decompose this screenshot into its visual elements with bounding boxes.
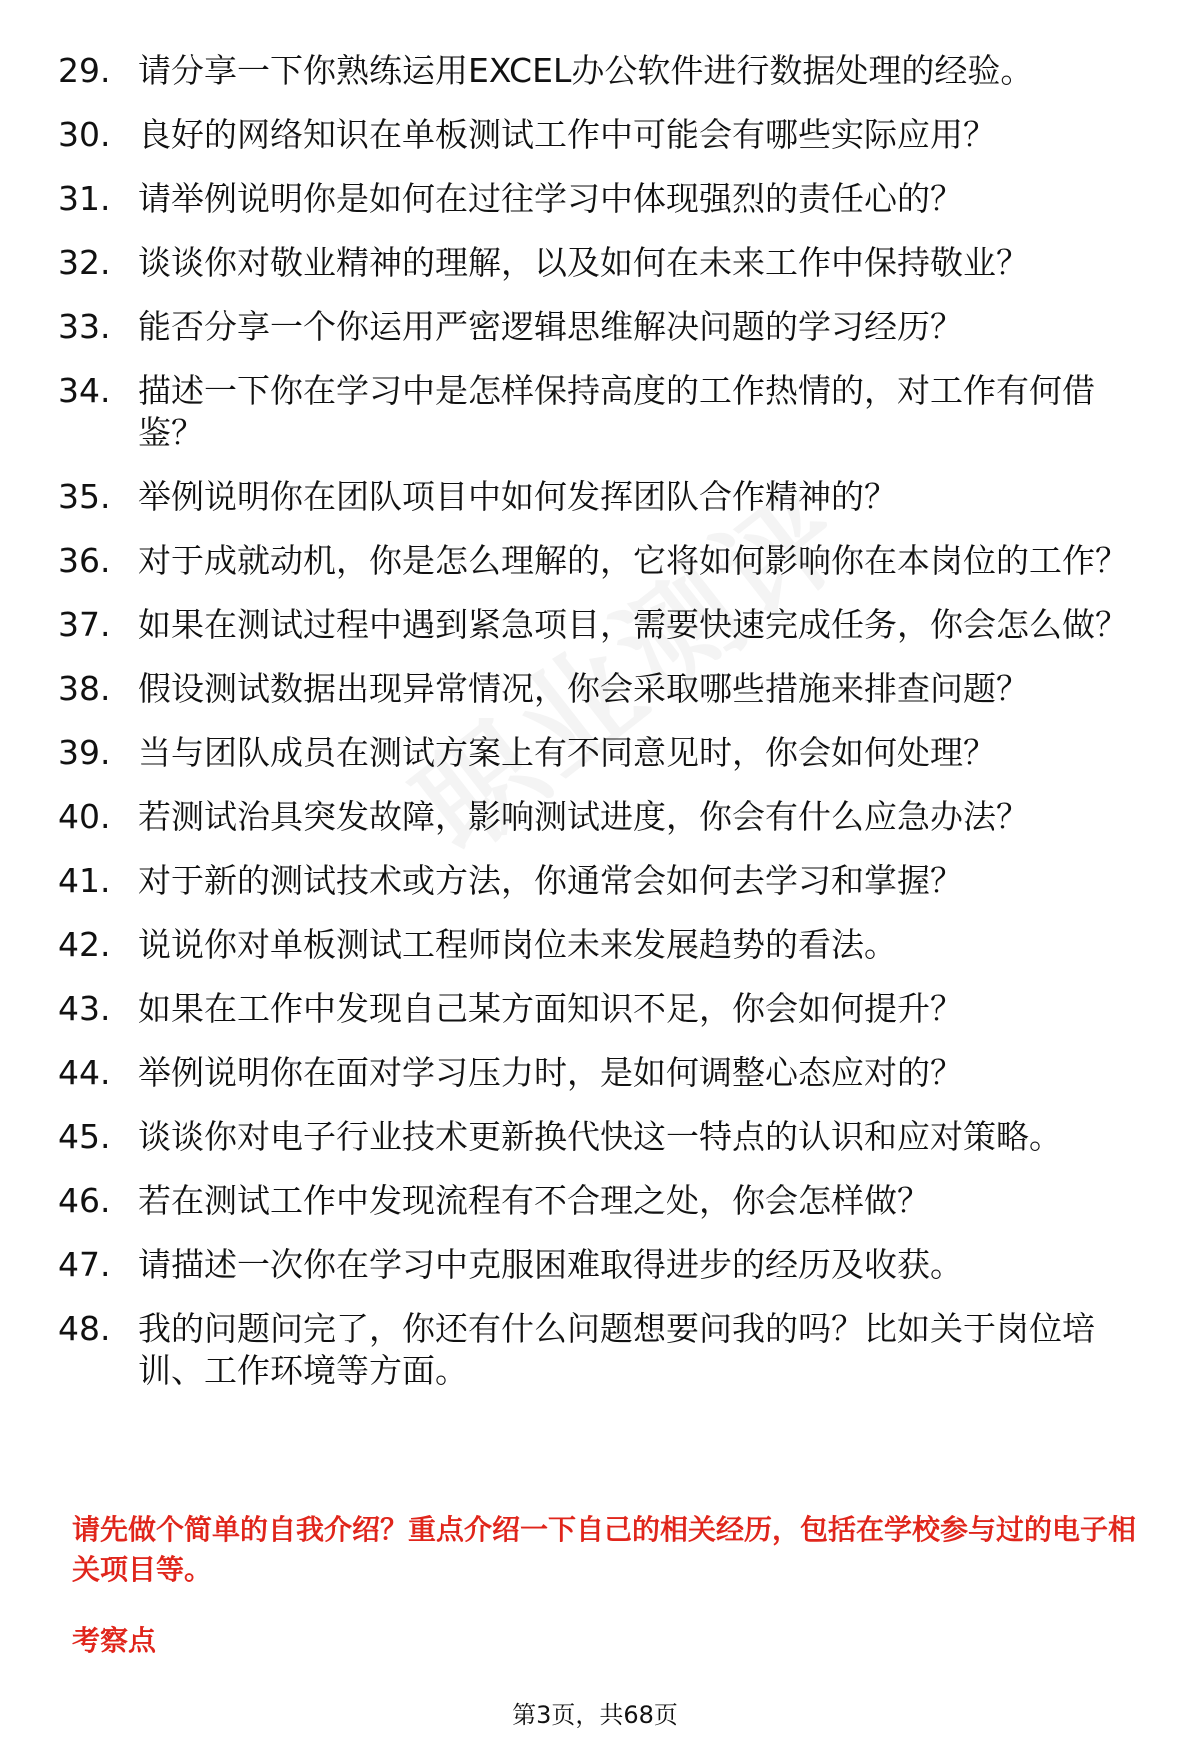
question-text: 当与团队成员在测试方案上有不同意见时，你会如何处理？ — [138, 733, 996, 772]
question-item — [58, 306, 1158, 348]
question-item — [58, 370, 1158, 454]
question-text: 请分享一下你熟练运用EXCEL办公软件进行数据处理的经验。 — [138, 51, 1034, 90]
question-text: 若在测试工作中发现流程有不合理之处，你会怎样做？ — [138, 1181, 930, 1220]
question-text: 良好的网络知识在单板测试工作中可能会有哪些实际应用？ — [138, 115, 996, 154]
highlighted-question: 请先做个简单的自我介绍？重点介绍一下自己的相关经历，包括在学校参与过的电子相关项目等。 — [72, 1513, 1137, 1586]
question-text: 假设测试数据出现异常情况，你会采取哪些措施来排查问题？ — [138, 669, 1029, 708]
question-number: 47. — [58, 1245, 111, 1284]
question-item — [58, 476, 1158, 518]
question-item — [58, 860, 1158, 902]
question-number: 44. — [58, 1053, 111, 1092]
question-item — [58, 242, 1158, 284]
question-item — [58, 1180, 1158, 1222]
question-text: 描述一下你在学习中是怎样保持高度的工作热情的，对工作有何借鉴？ — [138, 371, 1095, 452]
question-number: 29. — [58, 51, 111, 90]
question-text: 我的问题问完了，你还有什么问题想要问我的吗？比如关于岗位培训、工作环境等方面。 — [138, 1309, 1095, 1390]
question-text: 对于成就动机，你是怎么理解的，它将如何影响你在本岗位的工作？ — [138, 541, 1128, 580]
question-number: 33. — [58, 307, 111, 346]
question-item — [58, 50, 1158, 92]
question-number: 35. — [58, 477, 111, 516]
question-number: 30. — [58, 115, 111, 154]
question-number: 43. — [58, 989, 111, 1028]
question-number: 36. — [58, 541, 111, 580]
question-item — [58, 1052, 1158, 1094]
question-text: 谈谈你对敬业精神的理解，以及如何在未来工作中保持敬业？ — [138, 243, 1029, 282]
question-number: 42. — [58, 925, 111, 964]
question-text: 若测试治具突发故障，影响测试进度，你会有什么应急办法？ — [138, 797, 1029, 836]
question-number: 38. — [58, 669, 111, 708]
question-item — [58, 114, 1158, 156]
question-text: 谈谈你对电子行业技术更新换代快这一特点的认识和应对策略。 — [138, 1117, 1062, 1156]
question-item — [58, 604, 1158, 646]
question-item — [58, 796, 1158, 838]
question-item — [58, 1308, 1158, 1392]
question-number: 34. — [58, 371, 111, 410]
question-item — [58, 668, 1158, 710]
question-item — [58, 988, 1158, 1030]
page-footer: 第3页，共68页 — [512, 1701, 678, 1729]
question-number: 41. — [58, 861, 111, 900]
question-text: 如果在工作中发现自己某方面知识不足，你会如何提升？ — [138, 989, 963, 1028]
question-number: 46. — [58, 1181, 111, 1220]
question-text: 说说你对单板测试工程师岗位未来发展趋势的看法。 — [138, 925, 897, 964]
question-item — [58, 1244, 1158, 1286]
question-number: 32. — [58, 243, 111, 282]
question-number: 37. — [58, 605, 111, 644]
question-number: 48. — [58, 1309, 111, 1348]
question-number: 31. — [58, 179, 111, 218]
question-item — [58, 1116, 1158, 1158]
question-text: 能否分享一个你运用严密逻辑思维解决问题的学习经历？ — [138, 307, 963, 346]
question-number: 40. — [58, 797, 111, 836]
question-item — [58, 178, 1158, 220]
question-number: 45. — [58, 1117, 111, 1156]
question-text: 请举例说明你是如何在过往学习中体现强烈的责任心的？ — [138, 179, 963, 218]
question-text: 如果在测试过程中遇到紧急项目，需要快速完成任务，你会怎么做？ — [138, 605, 1128, 644]
question-item — [58, 732, 1158, 774]
question-text: 对于新的测试技术或方法，你通常会如何去学习和掌握？ — [138, 861, 963, 900]
question-text: 举例说明你在面对学习压力时，是如何调整心态应对的？ — [138, 1053, 963, 1092]
question-text: 请描述一次你在学习中克服困难取得进步的经历及收获。 — [138, 1245, 963, 1284]
section-label: 考察点 — [72, 1624, 157, 1657]
question-list — [58, 50, 1158, 1414]
question-item — [58, 540, 1158, 582]
question-item — [58, 924, 1158, 966]
question-number: 39. — [58, 733, 111, 772]
question-text: 举例说明你在团队项目中如何发挥团队合作精神的？ — [138, 477, 897, 516]
